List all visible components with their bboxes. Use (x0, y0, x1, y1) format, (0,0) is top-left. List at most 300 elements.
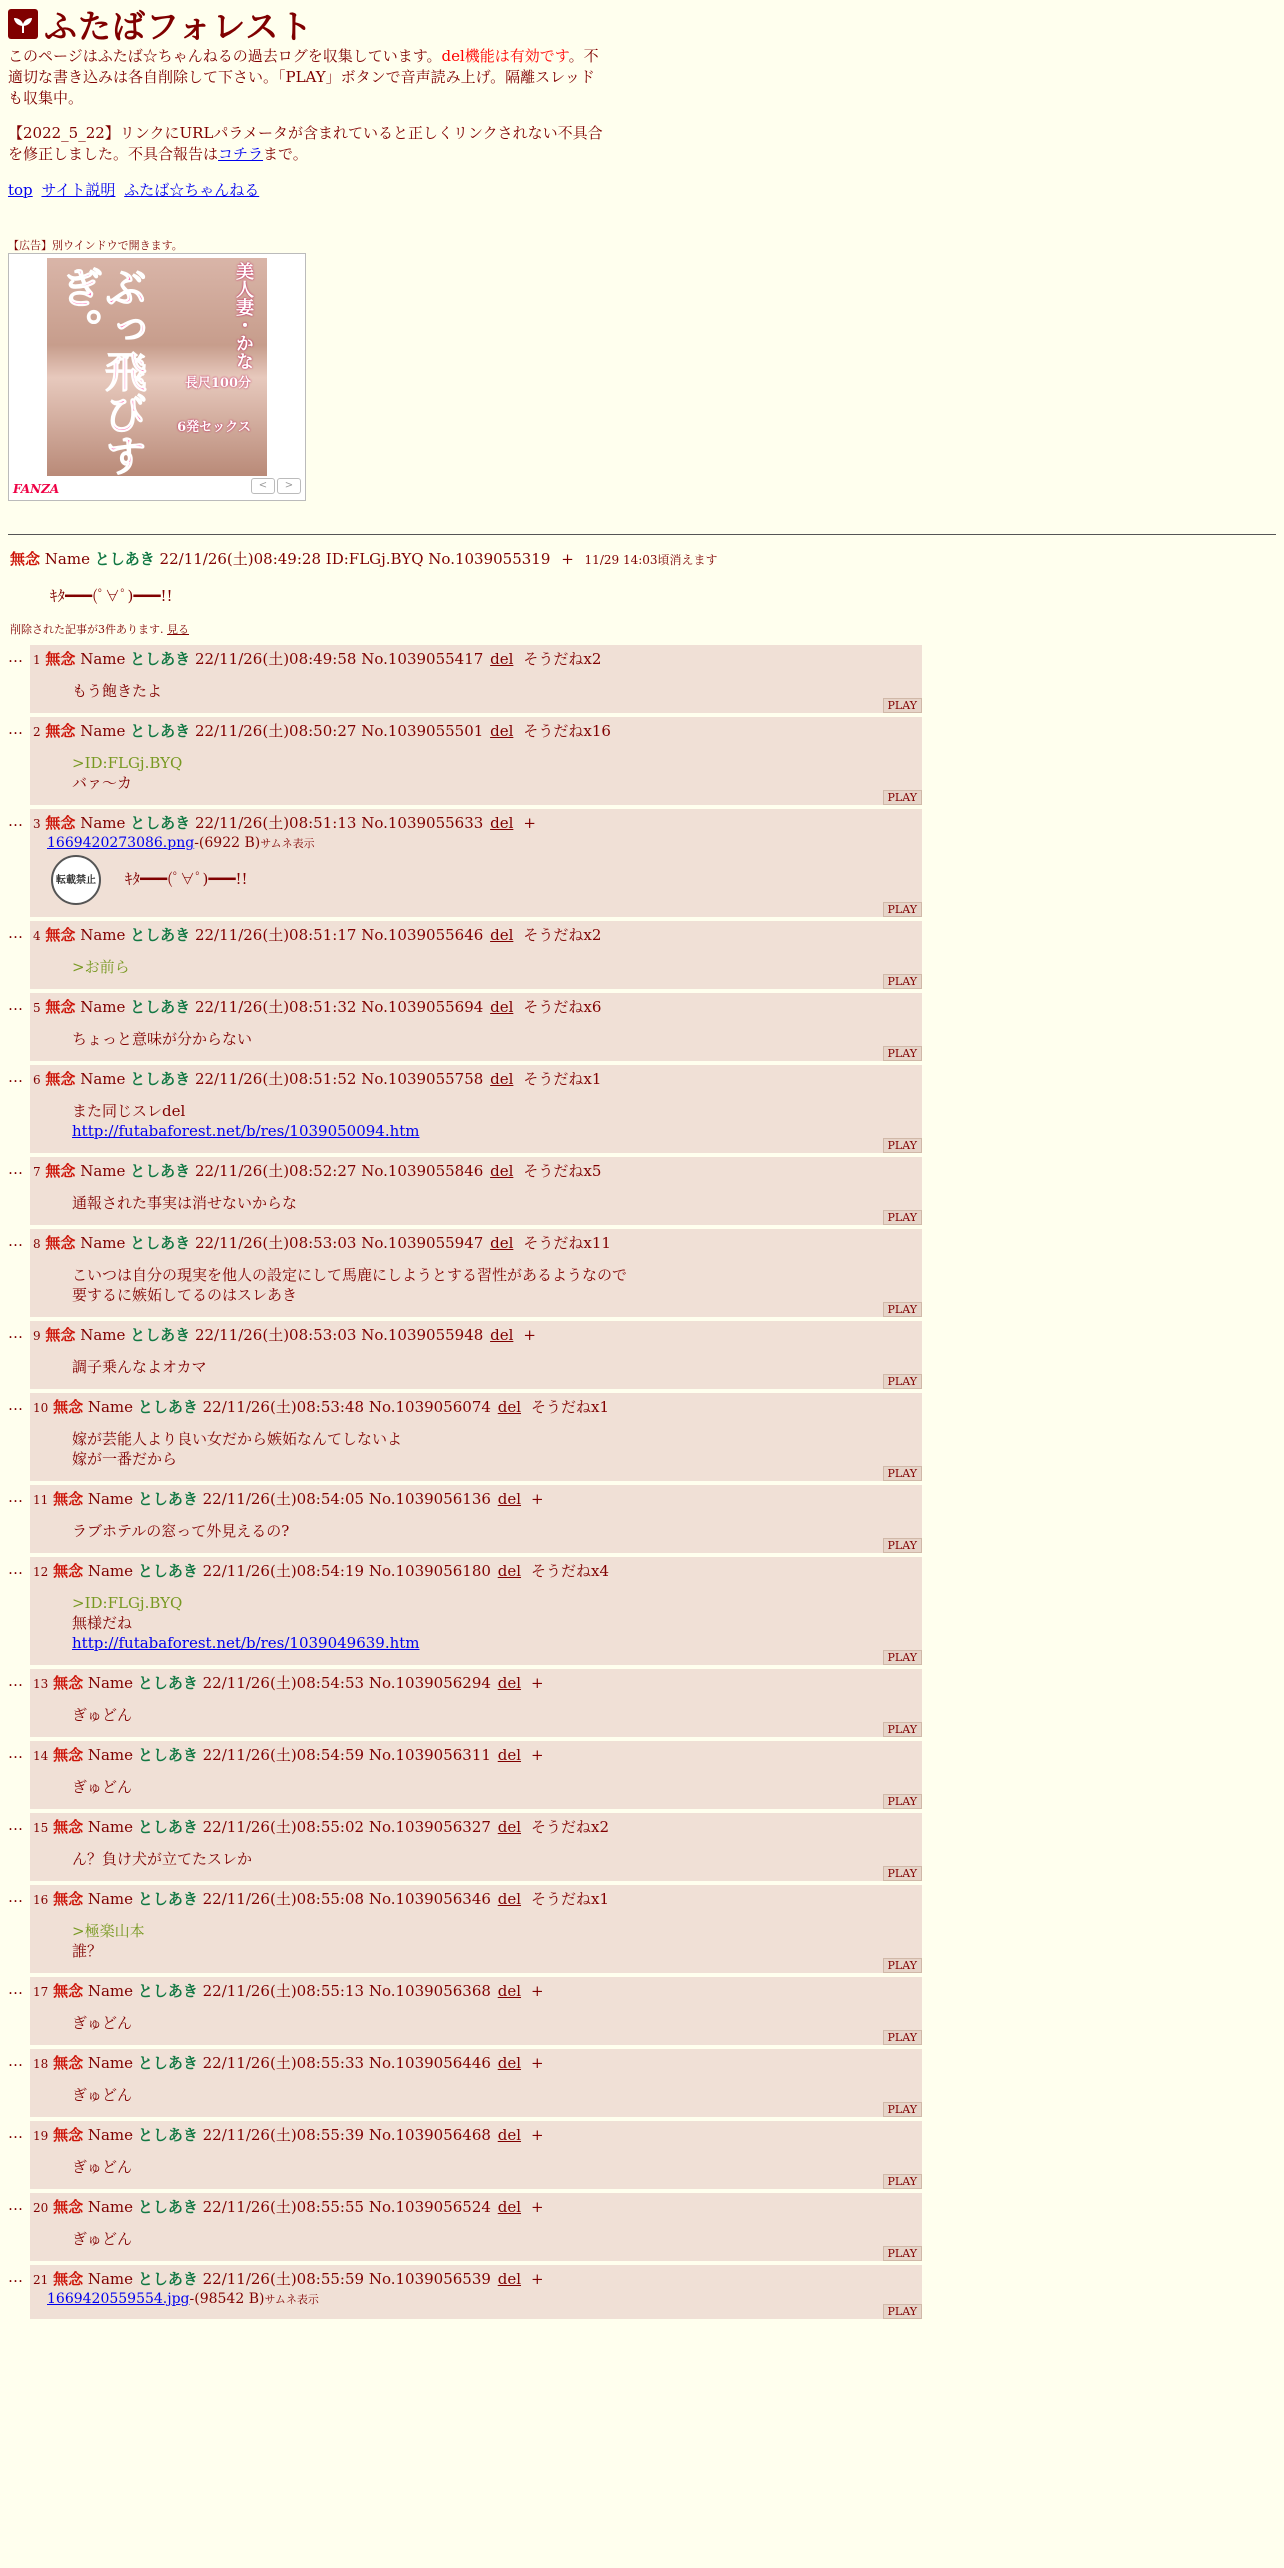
response-index: 16 (33, 1893, 49, 1907)
sodane-count-button[interactable]: そうだねx6 (523, 998, 602, 1016)
ad-vertical-text: ぶっ飛びすぎ。 (55, 266, 148, 476)
response-menu-icon[interactable]: … (8, 2052, 23, 2070)
response-menu-icon[interactable]: … (8, 1068, 23, 1086)
response-number: No.1039056539 (368, 2270, 491, 2288)
response-name: としあき (130, 926, 191, 944)
sodane-plus-button[interactable]: + (531, 2198, 544, 2216)
response-name-label: Name (87, 2126, 134, 2144)
response-datetime: 22/11/26(土)08:55:08 (202, 1890, 365, 1908)
play-button[interactable]: PLAY (883, 2030, 922, 2045)
response-body (72, 1705, 922, 1725)
sodane-count-button[interactable]: そうだねx1 (531, 1890, 610, 1908)
response-number: No.1039056468 (368, 2126, 491, 2144)
response-name: としあき (137, 1982, 198, 2000)
response-menu-icon[interactable]: … (8, 1816, 23, 1834)
response-row (8, 1065, 922, 1153)
response-header (33, 1980, 922, 2001)
del-link[interactable]: del (490, 650, 514, 668)
response-line: ん？負け犬が立てたスレか (72, 1850, 253, 1868)
site-intro (8, 46, 608, 109)
futaba-leaf-icon[interactable] (8, 9, 38, 39)
notice-text: 【2022_5_22】リンクにURLパラメータが含まれていると正しくリンクされない不具合を修正しました。不具合報告は (8, 124, 603, 163)
play-button[interactable]: PLAY (883, 1302, 922, 1317)
response-name-label: Name (87, 1398, 134, 1416)
response-body (72, 1521, 922, 1541)
response-header (33, 2196, 922, 2217)
response-menu-icon[interactable]: … (8, 1160, 23, 1178)
attachment-link[interactable]: 1669420559554.jpg (47, 2291, 190, 2307)
response-name-label: Name (80, 1234, 126, 1252)
play-button[interactable]: PLAY (883, 902, 922, 917)
response-post (30, 1557, 922, 1665)
response-post (30, 1485, 922, 1553)
del-link[interactable]: del (490, 722, 514, 740)
response-body (72, 1029, 922, 1049)
response-body (125, 868, 248, 889)
response-menu-icon[interactable]: … (8, 1396, 23, 1414)
attachment-thumbnail[interactable]: 転載禁止 (51, 855, 101, 905)
play-button[interactable]: PLAY (883, 1866, 922, 1881)
response-datetime: 22/11/26(土)08:54:53 (202, 1674, 365, 1692)
attachment-line (47, 2291, 922, 2307)
site-title: ふたばフォレスト (44, 6, 314, 46)
quote-line: >お前ら (72, 958, 130, 976)
response-datetime: 22/11/26(土)08:53:03 (194, 1326, 357, 1344)
play-button[interactable]: PLAY (883, 2304, 922, 2319)
play-button[interactable]: PLAY (883, 1538, 922, 1553)
del-link[interactable]: del (490, 1070, 514, 1088)
response-menu-icon[interactable]: … (8, 1324, 23, 1342)
response-number: No.1039056524 (368, 2198, 491, 2216)
response-line: ｷﾀ━━━(ﾟ∀ﾟ)━━━!! (125, 869, 248, 888)
sodane-count-button[interactable]: そうだねx11 (523, 1234, 611, 1252)
response-post (30, 993, 922, 1061)
response-body (72, 1193, 922, 1213)
response-subject: 無念 (53, 1562, 84, 1580)
response-body (72, 1101, 922, 1141)
del-link[interactable]: del (497, 2270, 522, 2288)
response-datetime: 22/11/26(土)08:51:13 (194, 814, 357, 832)
response-menu-icon[interactable]: … (8, 1232, 23, 1250)
response-line: 調子乗んなよオカマ (72, 1358, 207, 1376)
response-number: No.1039055947 (361, 1234, 484, 1252)
response-line: 通報された事実は消せないからな (72, 1194, 298, 1212)
response-body (72, 957, 922, 977)
response-line: ぎゅどん (72, 2086, 133, 2104)
response-header (33, 812, 922, 833)
response-line: また同じスレdel (72, 1102, 186, 1120)
response-name-label: Name (87, 1490, 134, 1508)
response-line: ちょっと意味が分からない (72, 1030, 253, 1048)
play-button[interactable]: PLAY (883, 2102, 922, 2117)
response-name-label: Name (80, 814, 126, 832)
sodane-count-button[interactable]: そうだねx4 (531, 1562, 610, 1580)
response-index: 8 (33, 1237, 41, 1251)
response-subject: 無念 (45, 1070, 76, 1088)
response-header (33, 1560, 922, 1581)
response-menu-icon[interactable]: … (8, 812, 23, 830)
response-menu-icon[interactable]: … (8, 1744, 23, 1762)
ad-prev-button[interactable]: < (251, 478, 275, 494)
ad-image[interactable] (47, 258, 267, 476)
response-subject: 無念 (53, 2126, 84, 2144)
show-deleted-link[interactable]: 見る (167, 623, 189, 636)
response-name-label: Name (80, 998, 126, 1016)
response-datetime: 22/11/26(土)08:54:59 (202, 1746, 365, 1764)
response-name-label: Name (80, 650, 126, 668)
response-body (72, 1921, 922, 1961)
response-number: No.1039055948 (361, 1326, 484, 1344)
response-index: 4 (33, 929, 41, 943)
sodane-plus-button[interactable]: + (531, 1674, 544, 1692)
response-index: 19 (33, 2129, 49, 2143)
nav-futaba-link[interactable]: ふたば☆ちゃんねる (124, 181, 260, 199)
response-post (30, 717, 922, 805)
attachment-size: -(98542 B) (189, 2291, 265, 2307)
response-body (72, 1429, 922, 1469)
response-index: 14 (33, 1749, 49, 1763)
op-name-label: Name (44, 550, 90, 568)
response-subject: 無念 (53, 1890, 84, 1908)
response-row (8, 1229, 922, 1317)
response-menu-icon[interactable]: … (8, 924, 23, 942)
response-name: としあき (137, 1562, 198, 1580)
response-subject: 無念 (53, 2054, 84, 2072)
response-datetime: 22/11/26(土)08:55:39 (202, 2126, 365, 2144)
response-row (8, 809, 922, 917)
quote-line: >ID:FLGj.BYQ (72, 1594, 183, 1612)
attachment-line (47, 835, 922, 851)
response-index: 6 (33, 1073, 41, 1087)
bug-report-link[interactable]: コチラ (218, 145, 264, 163)
response-row (8, 645, 922, 713)
response-menu-icon[interactable]: … (8, 1980, 23, 1998)
del-link[interactable]: del (490, 1234, 514, 1252)
play-button[interactable]: PLAY (883, 1138, 922, 1153)
response-row (8, 1977, 922, 2045)
del-link[interactable]: del (497, 1490, 522, 1508)
op-datetime: 22/11/26(土)08:49:28 (159, 550, 321, 568)
op-id: ID:FLGj.BYQ (325, 550, 424, 568)
response-datetime: 22/11/26(土)08:54:05 (202, 1490, 365, 1508)
response-line: ぎゅどん (72, 2230, 133, 2248)
response-row (8, 1157, 922, 1225)
response-name: としあき (137, 2270, 198, 2288)
response-number: No.1039056311 (368, 1746, 491, 1764)
response-name-label: Name (80, 1162, 126, 1180)
del-link[interactable]: del (490, 814, 514, 832)
response-menu-icon[interactable]: … (8, 1488, 23, 1506)
response-name: としあき (130, 1326, 191, 1344)
op-expire: 11/29 14:03頃消えます (584, 553, 718, 567)
response-line: ぎゅどん (72, 1706, 133, 1724)
response-number: No.1039055417 (361, 650, 484, 668)
response-datetime: 22/11/26(土)08:55:13 (202, 1982, 365, 2000)
play-button[interactable]: PLAY (883, 1650, 922, 1665)
response-name: としあき (130, 1162, 191, 1180)
intro-text-rest: 。不適切な書き込みは各自削除して下さい。「PLAY」ボタンで音声読み上げ。隔離スレッドも収集中。 (8, 47, 599, 107)
response-row (8, 1669, 922, 1737)
response-header (33, 2268, 922, 2289)
response-index: 11 (33, 1493, 49, 1507)
thumbnail-toggle[interactable]: サムネ表示 (264, 2293, 319, 2306)
op-header (10, 548, 1010, 569)
response-line: 無様だね (72, 1614, 133, 1632)
play-button[interactable]: PLAY (883, 1210, 922, 1225)
response-row (8, 2193, 922, 2261)
response-name: としあき (130, 650, 191, 668)
response-row (8, 1885, 922, 1973)
response-subject: 無念 (53, 1490, 84, 1508)
response-subject: 無念 (45, 814, 76, 832)
response-subject: 無念 (53, 2270, 84, 2288)
response-number: No.1039056446 (368, 2054, 491, 2072)
response-menu-icon[interactable]: … (8, 1888, 23, 1906)
response-post (30, 1977, 922, 2045)
response-menu-icon[interactable]: … (8, 720, 23, 738)
site-header (8, 6, 608, 200)
response-index: 12 (33, 1565, 49, 1579)
response-row (8, 1557, 922, 1665)
response-index: 18 (33, 2057, 49, 2071)
response-header (33, 1816, 922, 1837)
response-index: 17 (33, 1985, 49, 1999)
response-header (33, 1488, 922, 1509)
response-menu-icon[interactable]: … (8, 2124, 23, 2142)
response-row (8, 2121, 922, 2189)
response-index: 1 (33, 653, 41, 667)
sodane-count-button[interactable]: そうだねx16 (523, 722, 611, 740)
play-button[interactable]: PLAY (883, 1958, 922, 1973)
sodane-plus-button[interactable]: + (523, 1326, 536, 1344)
response-subject: 無念 (53, 1818, 84, 1836)
play-button[interactable]: PLAY (883, 974, 922, 989)
intro-text: このページはふたば☆ちゃんねるの過去ログを収集しています。 (8, 47, 442, 65)
response-subject: 無念 (53, 2198, 84, 2216)
del-link[interactable]: del (490, 1162, 514, 1180)
sodane-count-button[interactable]: そうだねx1 (531, 1398, 610, 1416)
response-post (30, 1229, 922, 1317)
response-post (30, 2121, 922, 2189)
del-link[interactable]: del (490, 1326, 514, 1344)
response-line: ぎゅどん (72, 1778, 133, 1796)
attachment-link[interactable]: 1669420273086.png (47, 835, 195, 851)
response-line: 誰？ (72, 1942, 103, 1960)
sodane-plus-button[interactable]: + (531, 2270, 544, 2288)
op-plus-button[interactable]: + (561, 550, 574, 568)
ad-subtitle: 美人妻・かな (233, 262, 254, 370)
response-name-label: Name (87, 2054, 134, 2072)
response-index: 10 (33, 1401, 49, 1415)
response-row (8, 1393, 922, 1481)
op-subject: 無念 (10, 550, 41, 568)
response-name: としあき (130, 1070, 191, 1088)
response-post (30, 1065, 922, 1153)
ad-banner[interactable] (8, 253, 306, 501)
response-datetime: 22/11/26(土)08:55:55 (202, 2198, 365, 2216)
del-link[interactable]: del (490, 926, 514, 944)
response-name-label: Name (80, 722, 126, 740)
response-name-label: Name (87, 2198, 134, 2216)
del-link[interactable]: del (490, 998, 514, 1016)
response-name: としあき (130, 722, 191, 740)
response-header (33, 2124, 922, 2145)
response-name-label: Name (87, 1674, 134, 1692)
thumbnail-toggle[interactable]: サムネ表示 (260, 837, 315, 850)
ad-next-button[interactable]: > (277, 478, 301, 494)
response-subject: 無念 (45, 650, 76, 668)
nav-about-link[interactable]: サイト説明 (41, 181, 116, 199)
sodane-plus-button[interactable]: + (531, 2126, 544, 2144)
response-datetime: 22/11/26(土)08:53:48 (202, 1398, 365, 1416)
response-name: としあき (137, 1818, 198, 1836)
deleted-note-text: 削除された記事が3件あります. (10, 623, 164, 636)
response-number: No.1039056294 (368, 1674, 491, 1692)
del-link[interactable]: del (497, 1818, 522, 1836)
play-button[interactable]: PLAY (883, 2246, 922, 2261)
response-subject: 無念 (53, 1674, 84, 1692)
response-menu-icon[interactable]: … (8, 2196, 23, 2214)
response-number: No.1039055633 (361, 814, 484, 832)
response-datetime: 22/11/26(土)08:50:27 (194, 722, 357, 740)
response-datetime: 22/11/26(土)08:53:03 (194, 1234, 357, 1252)
response-index: 21 (33, 2273, 49, 2287)
response-row (8, 993, 922, 1061)
nav-links (8, 179, 608, 200)
sodane-plus-button[interactable]: + (531, 1490, 544, 1508)
response-index: 9 (33, 1329, 41, 1343)
sodane-count-button[interactable]: そうだねx5 (523, 1162, 602, 1180)
response-line: ぎゅどん (72, 2014, 133, 2032)
play-button[interactable]: PLAY (883, 1466, 922, 1481)
play-button[interactable]: PLAY (883, 1374, 922, 1389)
response-number: No.1039055694 (361, 998, 484, 1016)
response-post (30, 1157, 922, 1225)
sodane-count-button[interactable]: そうだねx2 (523, 926, 602, 944)
play-button[interactable]: PLAY (883, 698, 922, 713)
sodane-plus-button[interactable]: + (531, 2054, 544, 2072)
del-link[interactable]: del (497, 1562, 522, 1580)
response-menu-icon[interactable]: … (8, 1560, 23, 1578)
sodane-count-button[interactable]: そうだねx2 (523, 650, 602, 668)
response-header (33, 648, 922, 669)
response-body (72, 681, 922, 701)
response-row (8, 1741, 922, 1809)
ad-badge-count: 6発セックス (177, 420, 251, 435)
response-name-label: Name (80, 1070, 126, 1088)
play-button[interactable]: PLAY (883, 1794, 922, 1809)
response-name: としあき (137, 1674, 198, 1692)
response-post (30, 1393, 922, 1481)
play-button[interactable]: PLAY (883, 790, 922, 805)
response-index: 7 (33, 1165, 41, 1179)
response-number: No.1039056074 (368, 1398, 491, 1416)
thread-link[interactable]: http://futabaforest.net/b/res/1039049639.htm (72, 1634, 420, 1652)
sodane-count-button[interactable]: そうだねx1 (523, 1070, 602, 1088)
response-subject: 無念 (45, 998, 76, 1016)
del-link[interactable]: del (497, 2126, 522, 2144)
response-header (33, 924, 922, 945)
response-name: としあき (137, 2198, 198, 2216)
deleted-posts-note (10, 621, 189, 637)
response-subject: 無念 (53, 1746, 84, 1764)
response-datetime: 22/11/26(土)08:49:58 (194, 650, 357, 668)
op-body: ｷﾀ━━━(ﾟ∀ﾟ)━━━!! (50, 587, 173, 605)
response-row (8, 2049, 922, 2117)
response-body (72, 2013, 922, 2033)
response-menu-icon[interactable]: … (8, 648, 23, 666)
play-button[interactable]: PLAY (883, 1046, 922, 1061)
del-link[interactable]: del (497, 1674, 522, 1692)
response-row (8, 1321, 922, 1389)
del-link[interactable]: del (497, 1890, 522, 1908)
response-name-label: Name (87, 1982, 134, 2000)
response-index: 15 (33, 1821, 49, 1835)
ad-caption: 【広告】別ウインドウで開きます。 (8, 239, 183, 252)
response-name: としあき (137, 1890, 198, 1908)
response-subject: 無念 (53, 1982, 84, 2000)
response-post (30, 1813, 922, 1881)
play-button[interactable]: PLAY (883, 1722, 922, 1737)
del-link[interactable]: del (497, 1982, 522, 2000)
response-line: もう飽きたよ (72, 682, 163, 700)
del-link[interactable]: del (497, 2054, 522, 2072)
response-name-label: Name (80, 926, 126, 944)
response-name: としあき (137, 1490, 198, 1508)
response-header (33, 996, 922, 1017)
response-menu-icon[interactable]: … (8, 1672, 23, 1690)
del-link[interactable]: del (497, 1746, 522, 1764)
response-number: No.1039056180 (368, 1562, 491, 1580)
response-number: No.1039055758 (361, 1070, 484, 1088)
response-menu-icon[interactable]: … (8, 2268, 23, 2286)
response-name: としあき (137, 1746, 198, 1764)
response-row (8, 1485, 922, 1553)
response-datetime: 22/11/26(土)08:52:27 (194, 1162, 357, 1180)
response-menu-icon[interactable]: … (8, 996, 23, 1014)
response-header (33, 720, 922, 741)
del-link[interactable]: del (497, 1398, 522, 1416)
sodane-plus-button[interactable]: + (531, 1746, 544, 1764)
response-name: としあき (137, 2054, 198, 2072)
response-name: としあき (137, 1398, 198, 1416)
response-index: 2 (33, 725, 41, 739)
response-name: としあき (130, 998, 191, 1016)
response-body (72, 1849, 922, 1869)
response-number: No.1039056327 (368, 1818, 491, 1836)
title-row (8, 6, 608, 46)
response-header (33, 1396, 922, 1417)
response-line: こいつは自分の現実を他人の設定にして馬鹿にしようとする習性があるようなので (72, 1266, 628, 1284)
response-header (33, 1888, 922, 1909)
response-number: No.1039056136 (368, 1490, 491, 1508)
response-post (30, 2049, 922, 2117)
response-datetime: 22/11/26(土)08:51:17 (194, 926, 357, 944)
sodane-plus-button[interactable]: + (531, 1982, 544, 2000)
op-name: としあき (94, 550, 155, 568)
play-button[interactable]: PLAY (883, 2174, 922, 2189)
del-link[interactable]: del (497, 2198, 522, 2216)
response-line: ラブホテルの窓って外見えるの? (72, 1522, 290, 1540)
sodane-count-button[interactable]: そうだねx2 (531, 1818, 610, 1836)
response-line: ぎゅどん (72, 2158, 133, 2176)
sodane-plus-button[interactable]: + (523, 814, 536, 832)
nav-top-link[interactable]: top (8, 181, 33, 199)
thread-link[interactable]: http://futabaforest.net/b/res/1039050094.htm (72, 1122, 420, 1140)
response-subject: 無念 (45, 1162, 76, 1180)
ad-badge-duration: 長尺100分 (184, 376, 251, 391)
response-subject: 無念 (53, 1398, 84, 1416)
